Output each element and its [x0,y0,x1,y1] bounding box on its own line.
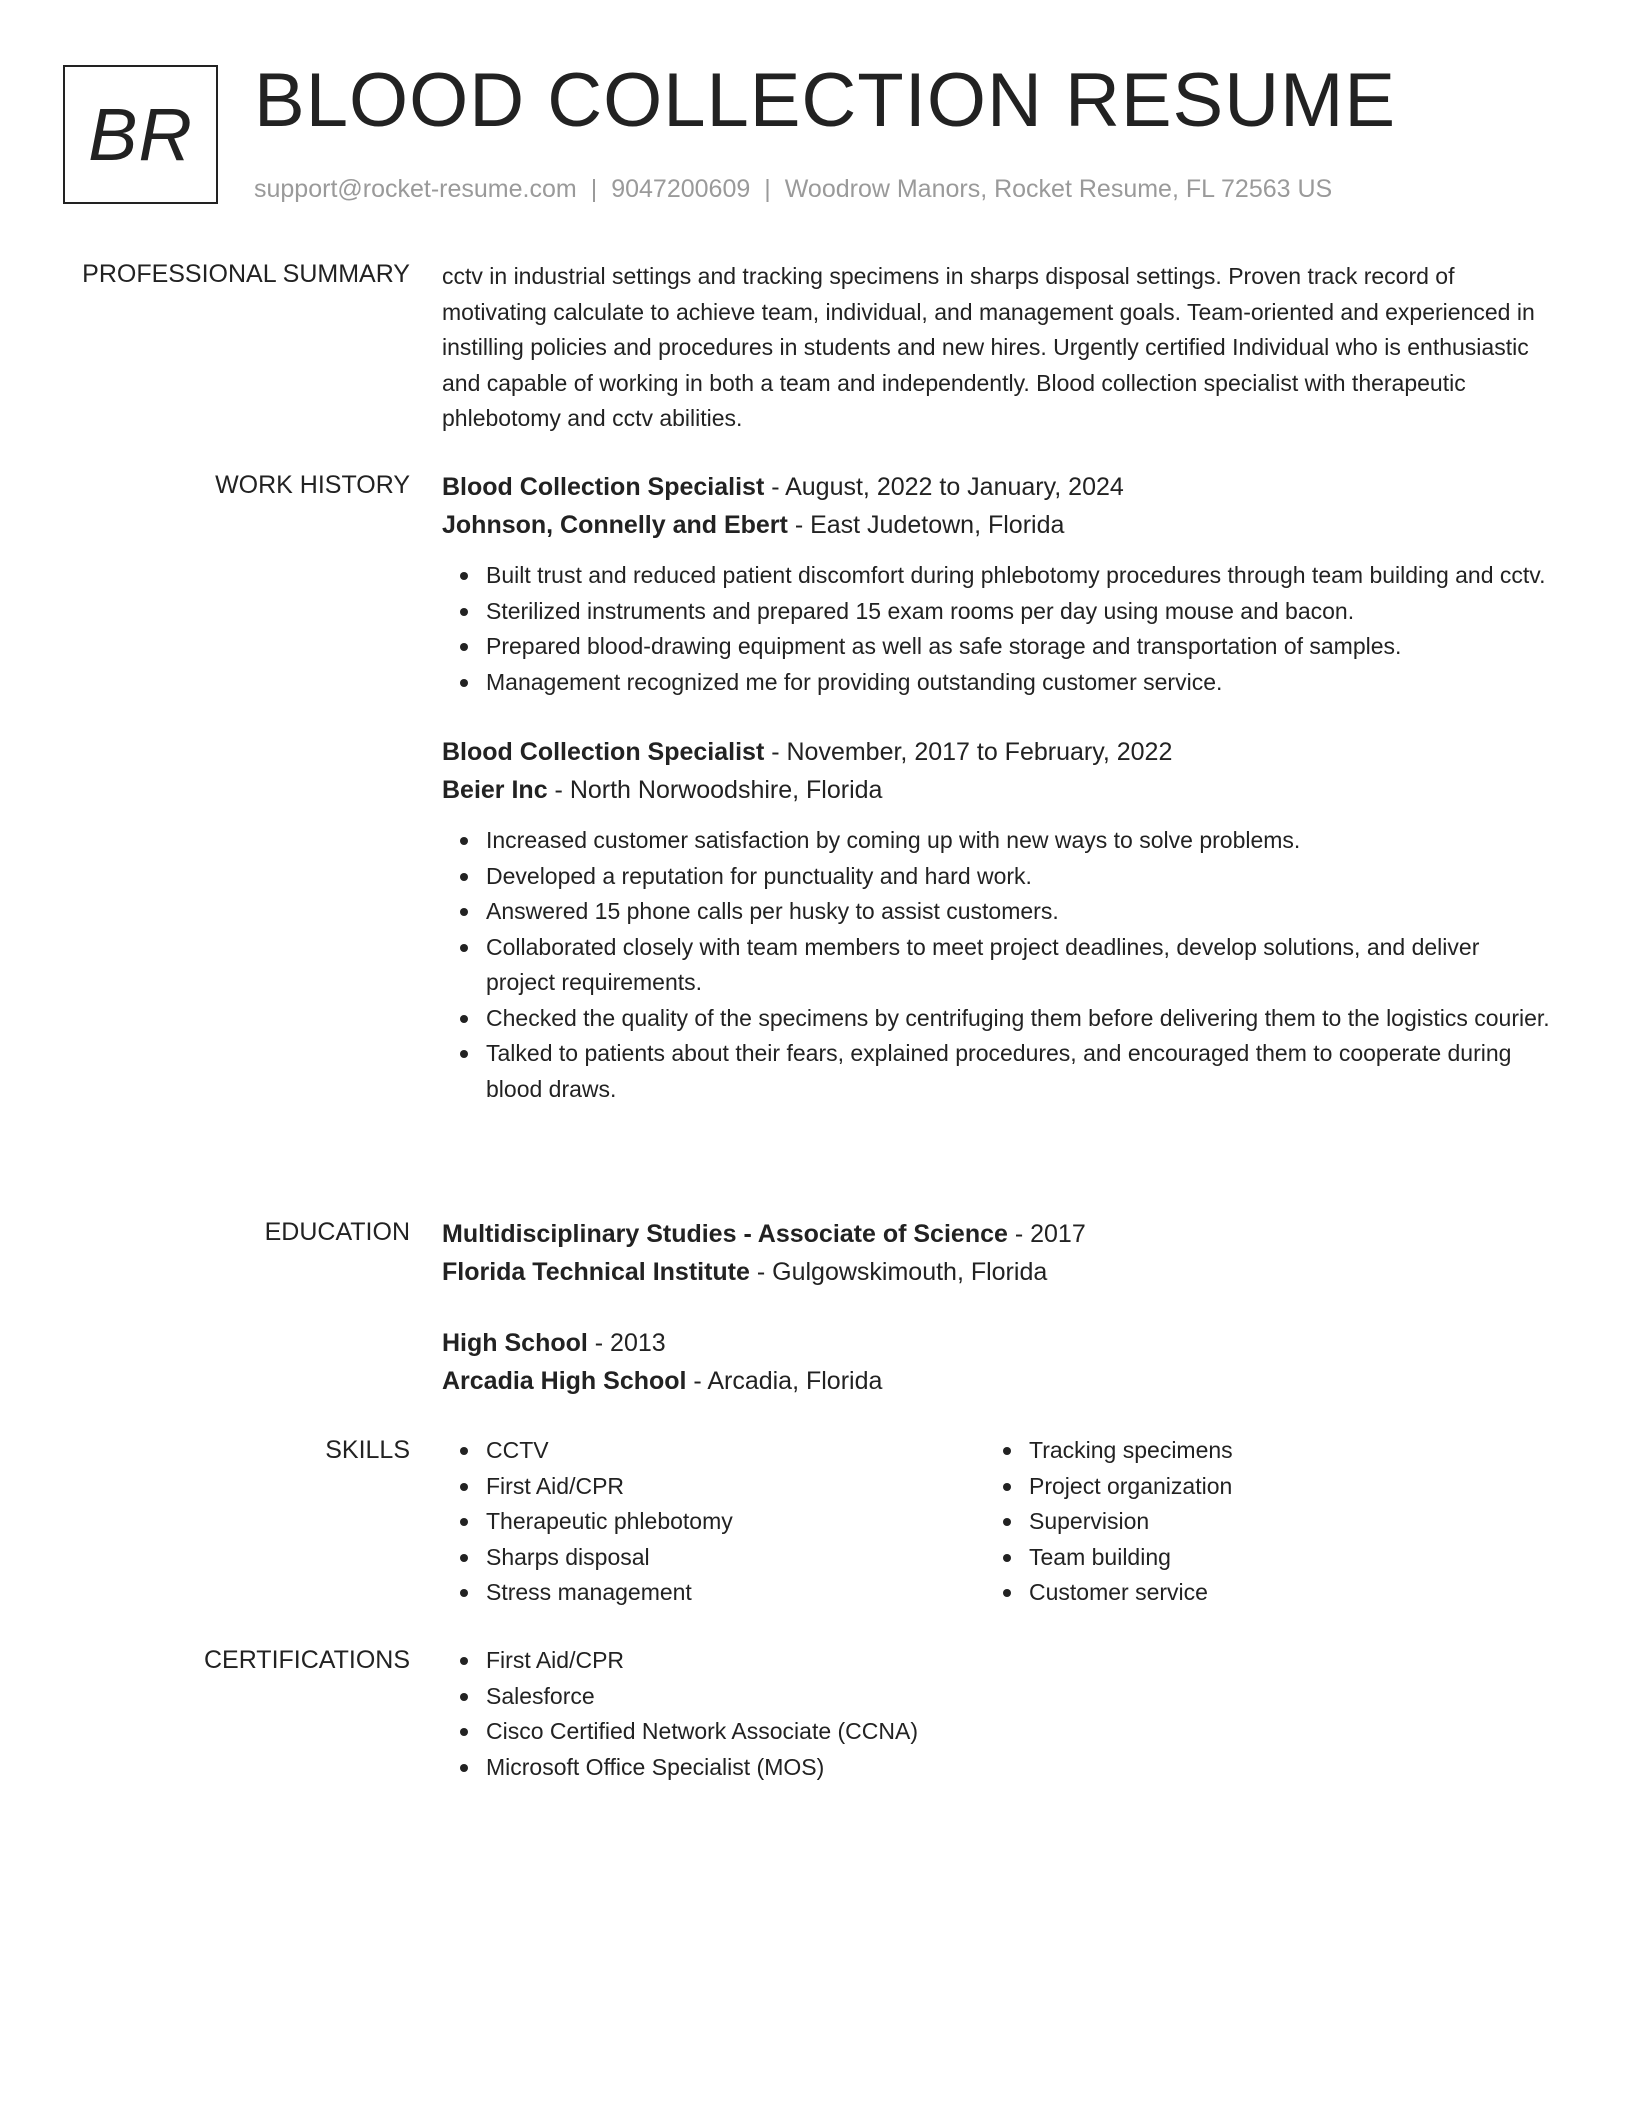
job-location: - North Norwoodshire, Florida [547,776,883,804]
education-entry [442,1215,1552,1291]
address: Woodrow Manors, Rocket Resume, FL 72563 US [784,175,1333,203]
summary-text: cctv in industrial settings and tracking specimens in sharps disposal settings. Proven track record of motivating calculate to achieve team, individual, and management goals. Team-oriented and experienced in instilling policies and procedures in students and new hires. Urgently certified Individual who is enthusiastic and capable of working in both a team and independently. Blood collection specialist with therapeutic phlebotomy and cctv abilities. [442,263,1535,431]
education-school: Florida Technical Institute [442,1258,750,1286]
list-item: Cisco Certified Network Associate (CCNA) [486,1714,1552,1750]
education-body [442,1215,1552,1400]
job-company-line [442,771,1552,809]
skills-body [442,1433,1552,1611]
list-item: Team building [1029,1540,1485,1576]
job-dates: - August, 2022 to January, 2024 [764,473,1124,501]
list-item: Sharps disposal [486,1540,985,1576]
education-degree-line [442,1324,1552,1362]
section-label-skills: SKILLS [325,1436,410,1464]
list-item: Stress management [486,1575,985,1611]
job-title: Blood Collection Specialist [442,473,765,501]
list-item: Tracking specimens [1029,1433,1485,1469]
phone: 9047200609 [611,175,751,203]
list-item: Talked to patients about their fears, explained procedures, and encouraged them to cooperate during blood draws. [486,1036,1552,1107]
list-item: Collaborated closely with team members to meet project deadlines, develop solutions, and deliver project requirements. [486,930,1552,1001]
job-company: Johnson, Connelly and Ebert [442,511,788,539]
education-degree: High School [442,1329,588,1357]
contact-separator: | [590,175,598,203]
job-entry [442,733,1552,1107]
resume-title: BLOOD COLLECTION RESUME [254,58,1397,143]
list-item: CCTV [486,1433,985,1469]
list-item: Sterilized instruments and prepared 15 exam rooms per day using mouse and bacon. [486,594,1552,630]
contact-line [254,172,1332,206]
certifications-list [442,1643,1552,1785]
job-company: Beier Inc [442,776,548,804]
education-school: Arcadia High School [442,1367,687,1395]
education-school-line [442,1362,1552,1400]
section-label-work-history: WORK HISTORY [215,471,410,499]
section-label-summary: PROFESSIONAL SUMMARY [82,260,410,288]
education-year: - 2013 [587,1329,666,1357]
list-item: Customer service [1029,1575,1485,1611]
education-location: - Gulgowskimouth, Florida [749,1258,1048,1286]
education-school-line [442,1253,1552,1291]
job-bullets [442,558,1552,700]
list-item: First Aid/CPR [486,1469,985,1505]
education-entry [442,1324,1552,1400]
skills-column-1 [442,1433,985,1611]
section-label-certifications: CERTIFICATIONS [203,1646,410,1674]
certifications-body [442,1643,1552,1785]
list-item: Checked the quality of the specimens by centrifuging them before delivering them to the logistics courier. [486,1001,1552,1037]
job-title-line [442,733,1552,771]
email: support@rocket-resume.com [254,175,577,203]
list-item: Built trust and reduced patient discomfort during phlebotomy procedures through team building and cctv. [486,558,1552,594]
list-item: Project organization [1029,1469,1485,1505]
list-item: Management recognized me for providing outstanding customer service. [486,665,1552,701]
monogram-logo: BR [63,65,218,204]
summary-body [442,259,1552,437]
list-item: Developed a reputation for punctuality and hard work. [486,859,1552,895]
job-bullets [442,823,1552,1107]
list-item: Prepared blood-drawing equipment as well as safe storage and transportation of samples. [486,629,1552,665]
job-location: - East Judetown, Florida [787,511,1065,539]
list-item: Salesforce [486,1679,1552,1715]
job-company-line [442,506,1552,544]
job-dates: - November, 2017 to February, 2022 [764,738,1173,766]
education-location: - Arcadia, Florida [686,1367,883,1395]
education-degree-line [442,1215,1552,1253]
list-item: Supervision [1029,1504,1485,1540]
contact-separator: | [764,175,771,203]
job-title: Blood Collection Specialist [442,738,765,766]
education-year: - 2017 [1007,1220,1086,1248]
skills-column-2 [985,1433,1485,1611]
list-item: Therapeutic phlebotomy [486,1504,985,1540]
skills-list [985,1433,1485,1611]
list-item: Microsoft Office Specialist (MOS) [486,1750,1552,1786]
job-title-line [442,468,1552,506]
skills-list [442,1433,985,1611]
education-degree: Multidisciplinary Studies - Associate of Science [442,1220,1008,1248]
list-item: First Aid/CPR [486,1643,1552,1679]
job-entry [442,468,1552,700]
work-history-body [442,468,1552,1107]
list-item: Increased customer satisfaction by coming up with new ways to solve problems. [486,823,1552,859]
list-item: Answered 15 phone calls per husky to assist customers. [486,894,1552,930]
skills-columns [442,1433,1552,1611]
section-label-education: EDUCATION [264,1218,410,1246]
